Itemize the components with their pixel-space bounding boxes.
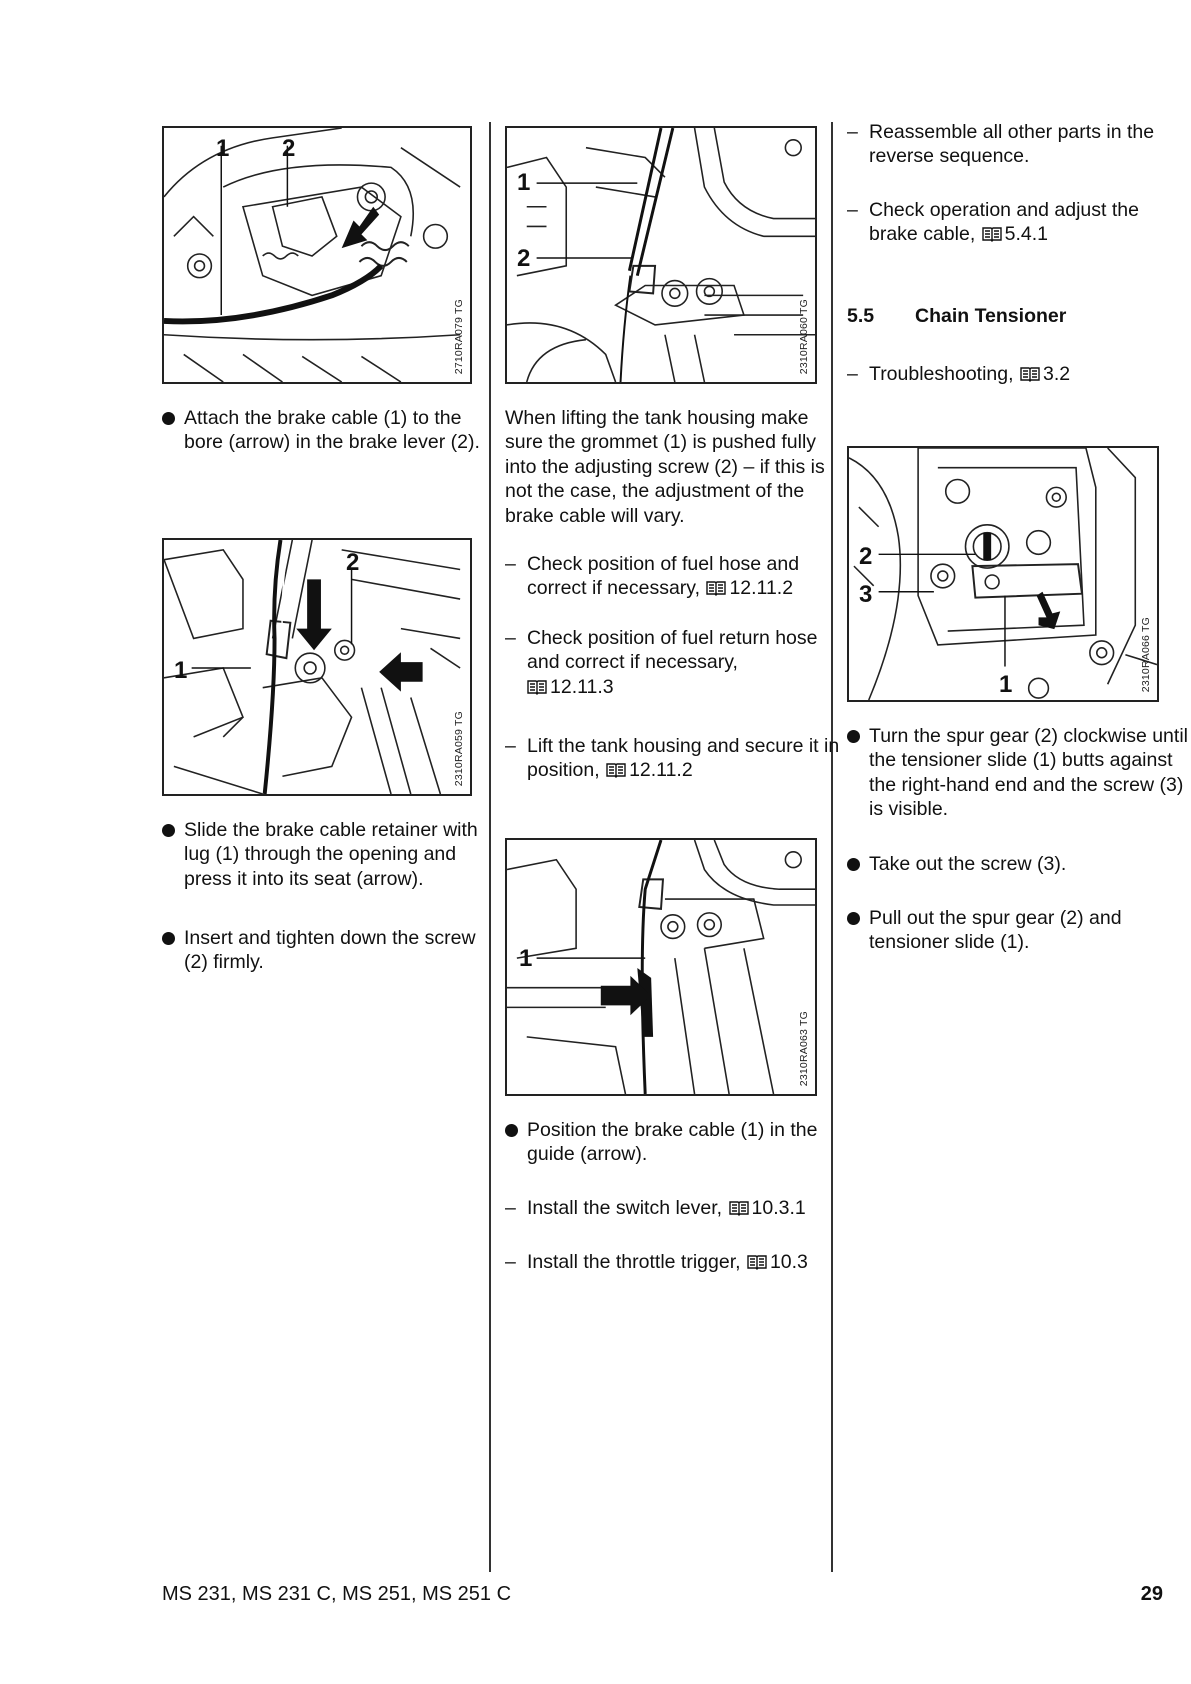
callout-2: 2 [517, 245, 531, 272]
reference-link[interactable]: 10.3 [769, 1251, 808, 1273]
callout-1: 1 [519, 945, 533, 972]
bullet-marker [162, 932, 175, 945]
bullet-step-pull-out-gear [847, 906, 1189, 955]
dash-step-check-operation [847, 198, 1189, 247]
step-text: Lift the tank housing and secure it in position, [527, 735, 840, 782]
dash-step-troubleshooting [847, 362, 1189, 386]
column-divider-right [831, 122, 833, 1572]
bullet-step-attach-cable [162, 406, 484, 455]
step-text: Position the brake cable (1) in the guide (arrow). [527, 1119, 818, 1166]
book-reference-icon [706, 578, 726, 594]
figure-cable-retainer-illustration [164, 540, 470, 794]
dash-marker: – [847, 121, 858, 143]
callout-1: 1 [999, 671, 1013, 698]
reference-link[interactable]: 10.3.1 [751, 1197, 806, 1219]
bullet-marker [847, 858, 860, 871]
dash-step-reassemble [847, 120, 1189, 169]
step-text: Insert and tighten down the screw (2) firmly. [184, 927, 476, 974]
step-text: Install the throttle trigger, [527, 1251, 741, 1273]
step-text: Take out the screw (3). [869, 853, 1067, 875]
figure-cable-guide-illustration [507, 840, 815, 1094]
callout-2: 2 [346, 549, 360, 576]
figure-cable-guide [505, 838, 817, 1096]
figure-grommet-illustration [507, 128, 815, 382]
bullet-step-take-out-screw [847, 852, 1189, 876]
step-text: Check position of fuel hose and correct if necessary, [527, 553, 800, 600]
bullet-step-tighten-screw [162, 926, 484, 975]
dash-marker: – [847, 199, 858, 221]
reference-link[interactable]: 12.11.2 [729, 577, 794, 600]
book-reference-icon [606, 760, 626, 776]
step-text: Reassemble all other parts in the reverse sequence. [869, 121, 1155, 168]
callout-3: 3 [859, 581, 873, 608]
bullet-marker [847, 730, 860, 743]
figure-code: 2310RA059 TG [452, 710, 465, 786]
step-text: Install the switch lever, [527, 1197, 723, 1219]
bullet-step-turn-spur-gear [847, 724, 1189, 822]
reference-link[interactable]: 12.11.3 [550, 675, 614, 698]
step-text: Turn the spur gear (2) clockwise until the tensioner slide (1) butts against the right-hand end and the screw (3) is visible. [869, 725, 1188, 821]
dash-step-install-throttle-trigger [505, 1250, 847, 1274]
dash-step-lift-tank-housing [505, 734, 847, 783]
bullet-marker [847, 912, 860, 925]
dash-marker: – [505, 735, 516, 757]
bullet-marker [162, 824, 175, 837]
figure-code: 2310RA066 TG [1139, 616, 1152, 692]
page-number: 29 [1140, 1583, 1163, 1605]
callout-1: 1 [174, 657, 188, 684]
callout-2: 2 [859, 543, 873, 570]
figure-grommet [505, 126, 817, 384]
figure-chain-tensioner-illustration [849, 448, 1157, 700]
figure-brake-lever-illustration [164, 128, 470, 382]
figure-code: 2310RA063 TG [797, 1010, 810, 1086]
dash-marker: – [505, 627, 516, 649]
dash-marker: – [505, 553, 516, 575]
bullet-step-position-cable [505, 1118, 847, 1167]
dash-step-fuel-hose [505, 552, 847, 601]
dash-step-fuel-return-hose [505, 626, 847, 699]
callout-1: 1 [216, 135, 230, 162]
bullet-marker [162, 412, 175, 425]
step-text: Check operation and adjust the brake cable, [869, 199, 1139, 246]
step-text: Pull out the spur gear (2) and tensioner slide (1). [869, 907, 1122, 954]
footer-model-list: MS 231, MS 231 C, MS 251, MS 251 C [162, 1583, 512, 1605]
book-reference-icon [729, 1198, 749, 1214]
figure-chain-tensioner [847, 446, 1159, 702]
section-heading [847, 304, 1167, 328]
bullet-step-slide-retainer [162, 818, 494, 891]
step-text: Check position of fuel return hose and correct if necessary, [527, 627, 818, 674]
callout-2: 2 [282, 135, 296, 162]
step-text: Slide the brake cable retainer with lug (1) through the opening and press it into its seat (arrow). [184, 819, 478, 890]
figure-code: 2310RA060 TG [797, 298, 810, 374]
reference-link[interactable]: 5.4.1 [1004, 223, 1049, 246]
book-reference-icon [527, 677, 547, 693]
figure-brake-lever [162, 126, 472, 384]
section-title: Chain Tensioner [915, 305, 1067, 327]
dash-marker: – [847, 363, 858, 385]
reference-link[interactable]: 3.2 [1042, 363, 1071, 385]
step-text: Attach the brake cable (1) to the bore (arrow) in the brake lever (2). [184, 407, 480, 454]
callout-1: 1 [517, 169, 531, 196]
figure-cable-retainer [162, 538, 472, 796]
book-reference-icon [747, 1252, 767, 1268]
step-text: Troubleshooting, [869, 363, 1014, 385]
section-number: 5.5 [847, 305, 875, 327]
dash-step-install-switch-lever [505, 1196, 847, 1220]
note-tank-housing: When lifting the tank housing make sure the grommet (1) is pushed fully into the adjusting screw (2) – if this is not the case, the adjustment of the brake cable will vary. [505, 407, 825, 527]
dash-marker: – [505, 1197, 516, 1219]
figure-code: 2710RA079 TG [452, 298, 465, 374]
book-reference-icon [1020, 364, 1040, 380]
bullet-marker [505, 1124, 518, 1137]
dash-marker: – [505, 1251, 516, 1273]
reference-link[interactable]: 12.11.2 [629, 759, 693, 782]
book-reference-icon [982, 224, 1002, 240]
